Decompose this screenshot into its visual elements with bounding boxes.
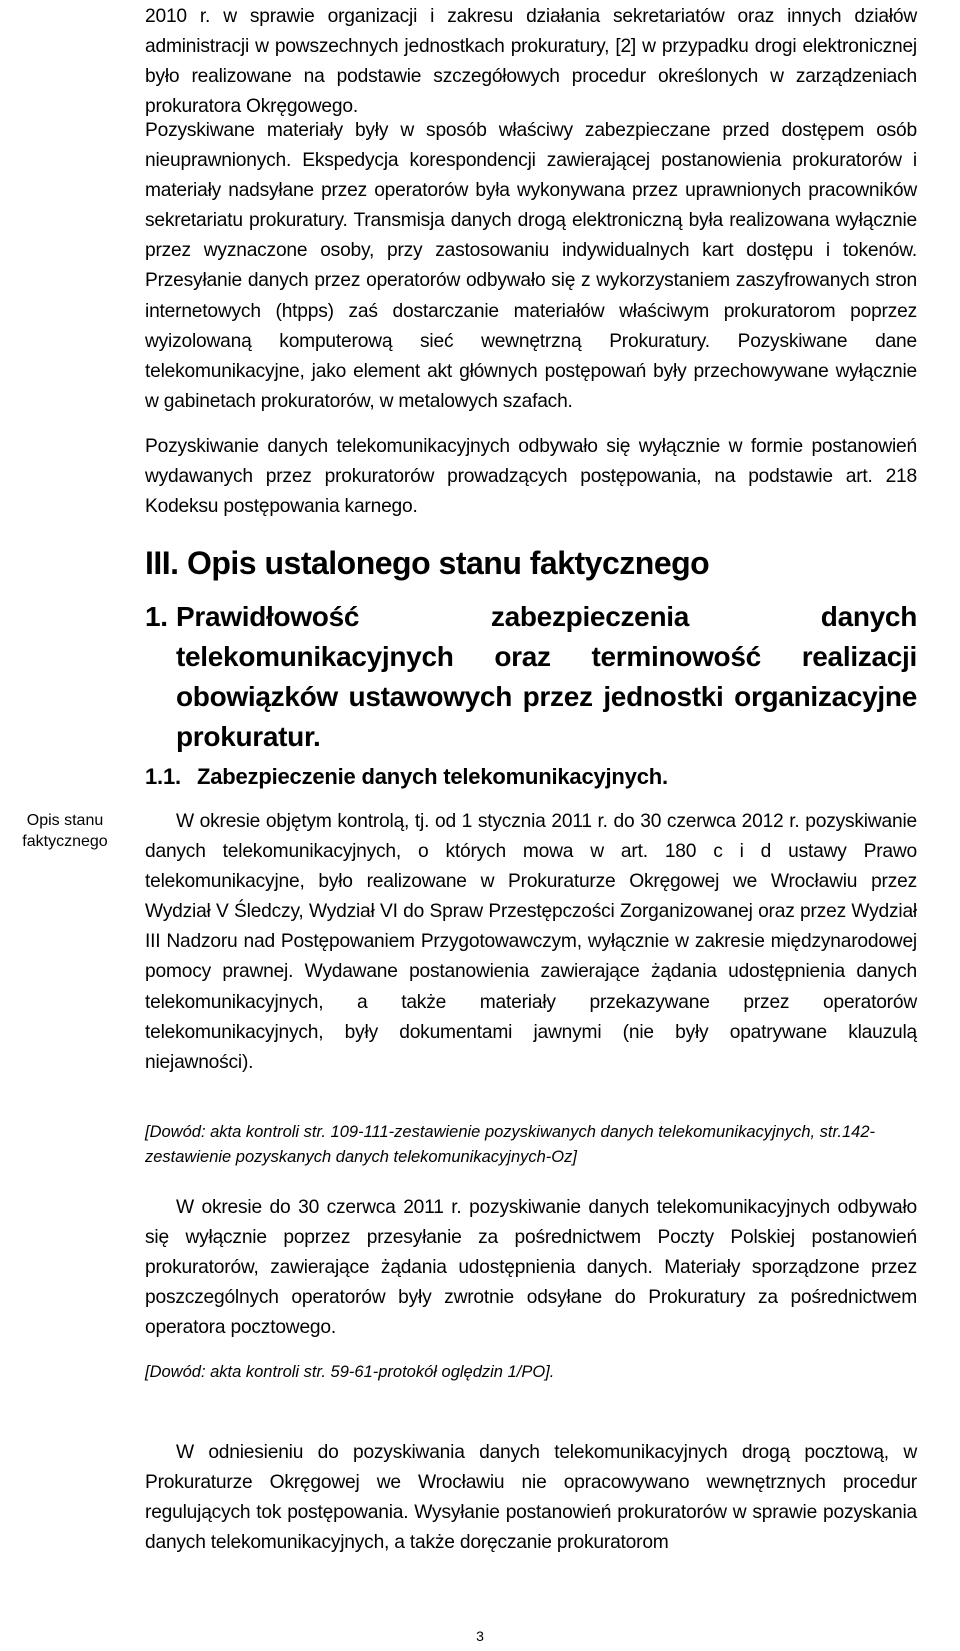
- section-heading: III. Opis ustalonego stanu faktycznego: [145, 545, 710, 581]
- subsection-number: 1.: [145, 601, 168, 632]
- intro-paragraph-3: Pozyskiwanie danych telekomunikacyjnych odbywało się wyłącznie w formie postanowień wydawanych przez prokuratorów prowadzących postępowania, na podstawie art. 218 Kodeksu postępowania karnego.: [145, 436, 917, 518]
- subsubsection-heading: [145, 762, 917, 792]
- body-paragraph-2: W okresie do 30 czerwca 2011 r. pozyskiwanie danych telekomunikacyjnych odbywało się wyłącznie poprzez przesyłanie za pośrednictwem Poczty Polskiej postanowień prokuratorów, zawierające żądania udostępnienia danych. Materiały sporządzone przez poszczególnych operatorów były zwrotnie odsyłane do Prokuratury za pośrednictwem operatora pocztowego.: [145, 1197, 917, 1339]
- intro-paragraph-1: 2010 r. w sprawie organizacji i zakresu działania sekretariatów oraz innych działów administracji w powszechnych jednostkach prokuratury, [2] w przypadku drogi elektronicznej było realizowane na podstawie szczegółowych procedur określonych w zarządzeniach prokuratora Okręgowego.: [145, 6, 917, 118]
- body-paragraph-1: W okresie objętym kontrolą, tj. od 1 stycznia 2011 r. do 30 czerwca 2012 r. pozyskiwanie danych telekomunikacyjnych, o których mowa w art. 180 c i d ustawy Prawo telekomunikacyjne, było realizowane w Prokuraturze Okręgowej we Wrocławiu przez Wydział V Śledczy, Wydział VI do Spraw Przestępczości Zorganizowanej oraz przez Wydział III Nadzoru nad Postępowaniem Przygotowawczym, wyłącznie w zakresie międzynarodowej pomocy prawnej. Wydawane postanowienia zawierające żądania udostępnienia danych telekomunikacyjnych, a także materiały przekazywane przez operatorów telekomunikacyjnych, były dokumentami jawnymi (nie były opatrywane klauzulą niejawności).: [145, 811, 917, 1073]
- intro-paragraph-2: Pozyskiwane materiały były w sposób właściwy zabezpieczane przed dostępem osób nieuprawnionych. Ekspedycja korespondencji zawierającej postanowienia prokuratorów i materiały nadsyłane przez operatorów była wykonywana przez uprawnionych pracowników sekretariatu prokuratury. Transmisja danych drogą elektroniczną była realizowana wyłącznie przez wyznaczone osoby, przy zastosowaniu indywidualnych kart dostępu i tokenów. Przesyłanie danych przez operatorów odbywało się z wykorzystaniem zaszyfrowanych stron internetowych (htpps) zaś dostarczanie materiałów właściwym prokuratorom poprzez wyizolowaną komputerową sieć wewnętrzną Prokuratury. Pozyskiwane dane telekomunikacyjne, jako element akt głównych postępowań były przechowywane wyłącznie w gabinetach prokuratorów, w metalowych szafach.: [145, 120, 917, 412]
- evidence-note-2: [Dowód: akta kontroli str. 59-61-protokół oględzin 1/PO].: [145, 1363, 555, 1381]
- body-paragraph-3: W odniesieniu do pozyskiwania danych telekomunikacyjnych drogą pocztową, w Prokuraturze Okręgowej we Wrocławiu nie opracowywano wewnętrznych procedur regulujących tok postępowania. Wysyłanie postanowień prokuratorów w sprawie pozyskania danych telekomunikacyjnych, a także doręczanie prokuratorom: [145, 1442, 917, 1554]
- page-number: 3: [476, 1628, 484, 1644]
- subsection-title: Prawidłowość zabezpieczenia danych telekomunikacyjnych oraz terminowość realizacji obowiązków ustawowych przez jednostki organizacyjne prokuratur.: [176, 601, 917, 752]
- evidence-note-1: [Dowód: akta kontroli str. 109-111-zestawienie pozyskiwanych danych telekomunikacyjnych, str.142-zestawienie pozyskanych danych telekomunikacyjnych-Oz]: [145, 1123, 876, 1166]
- subsubsection-title: Zabezpieczenie danych telekomunikacyjnych.: [197, 764, 668, 789]
- subsection-heading: [145, 597, 917, 757]
- subsubsection-number: 1.1.: [145, 764, 181, 789]
- margin-note: Opis stanu faktycznego: [22, 812, 108, 850]
